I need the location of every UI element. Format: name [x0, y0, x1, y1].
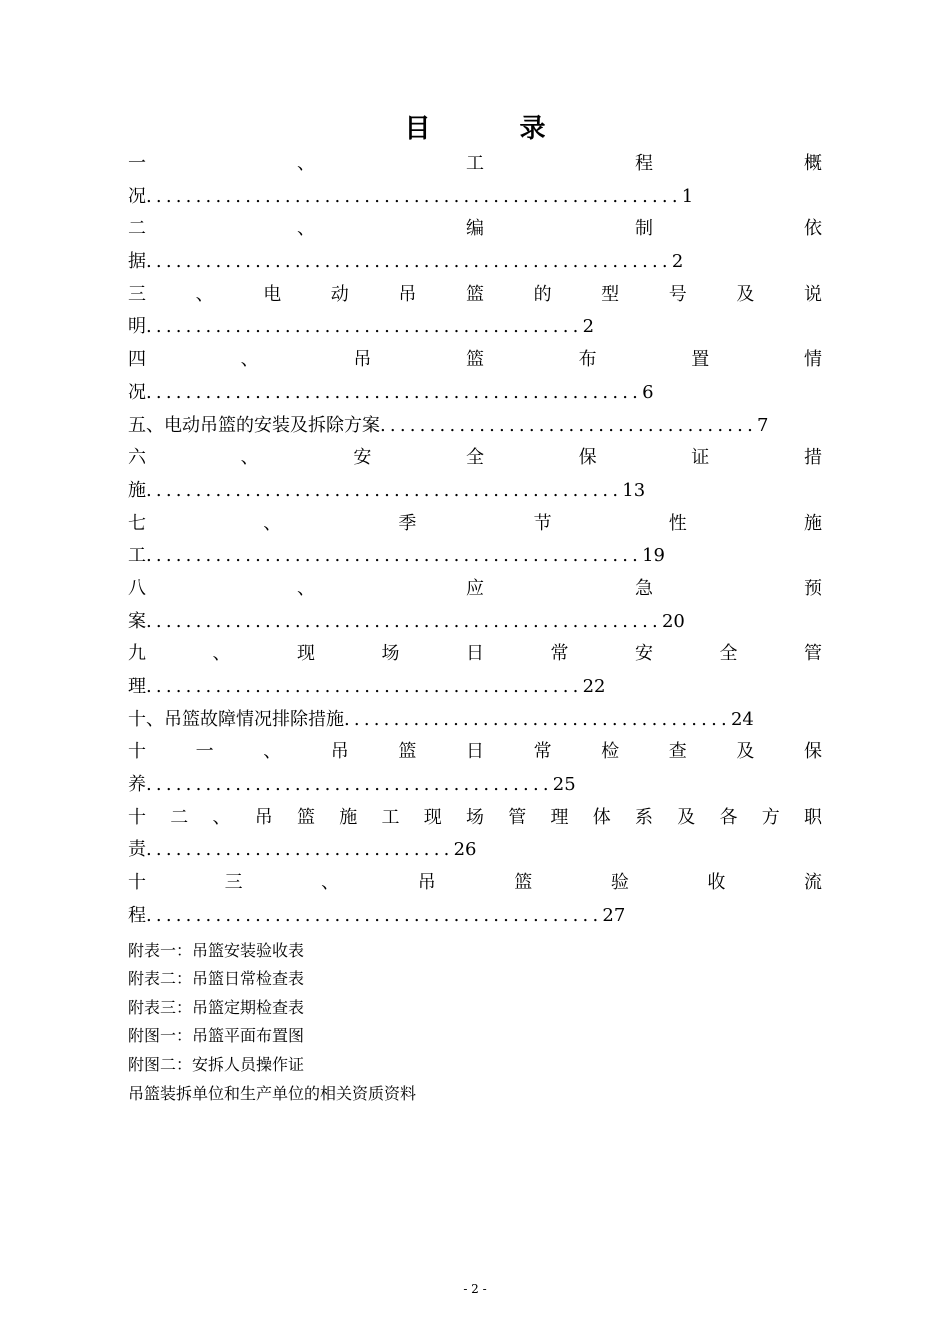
toc-entry-title-line: [128, 344, 822, 377]
toc-entry-label: 十、吊篮故障情况排除措施: [128, 708, 344, 730]
toc-entry-leader-line[interactable]: [128, 246, 822, 279]
toc-entry-char: 安: [353, 447, 372, 469]
toc-entry-char: 十: [128, 741, 146, 763]
toc-entry-tail: 况: [128, 381, 146, 403]
toc-entry-title-line: [128, 148, 822, 181]
toc-leader-dots: ............................................: [146, 676, 583, 697]
toc-leader-dots: .....................................................: [146, 251, 672, 273]
appendix-item: 附表一：吊篮安装验收表: [128, 941, 305, 960]
toc-entry-char: 流: [803, 872, 822, 894]
toc-leader-dots: ..............................................: [146, 904, 603, 926]
toc-entry-tail: 施: [128, 479, 146, 501]
toc-entry-char: 六: [128, 447, 146, 469]
toc-entry-char: 性: [668, 512, 687, 534]
toc-entry-char: 及: [736, 741, 755, 763]
toc-entry-tail: 工: [128, 545, 146, 567]
appendix-item: 附表三：吊篮定期检查表: [128, 998, 305, 1017]
toc-entry-char: 节: [533, 512, 552, 534]
toc-entry-char: 七: [128, 512, 146, 534]
toc-entry-char: 职: [804, 806, 822, 828]
toc-entry-char: 查: [668, 741, 687, 763]
toc-entry-char: 应: [466, 577, 484, 599]
toc-entry-char: 季: [398, 512, 417, 534]
toc-entry-char: 、: [240, 349, 259, 371]
toc-entry-leader-line[interactable]: [128, 311, 822, 344]
page-number: - 2 -: [463, 1282, 487, 1296]
toc-entry-char: 工: [466, 153, 484, 174]
toc-entry-leader-line[interactable]: [128, 475, 822, 508]
toc-leader-dots: ..................................................: [146, 381, 643, 403]
toc-entry-char: 、: [212, 806, 231, 828]
appendix-item: 吊篮装拆单位和生产单位的相关资质资料: [128, 1084, 417, 1103]
toc-entry-leader-line[interactable]: [128, 377, 822, 410]
toc-entry-char: 日: [466, 643, 484, 665]
toc-entry-title-line: [128, 802, 822, 835]
page-title: 目 录: [404, 114, 586, 144]
toc-entry-char: 二: [170, 806, 189, 828]
toc-entry-char: 及: [677, 806, 696, 828]
toc-page-number: 2: [582, 316, 595, 338]
toc-page-number: 22: [582, 676, 606, 697]
toc-entry-char: 九: [128, 643, 146, 665]
toc-page-number: 20: [661, 610, 685, 632]
toc-entry-char: 布: [578, 349, 597, 371]
toc-entry-char: 常: [533, 741, 552, 763]
toc-entry-char: 、: [212, 643, 231, 665]
toc-entry-char: 的: [533, 283, 552, 305]
toc-entry-char: 常: [550, 643, 569, 665]
toc-entry-char: 号: [668, 283, 687, 305]
toc-entry-char: 程: [635, 153, 653, 174]
toc-entry-tail: 案: [128, 610, 146, 632]
toc-entry-char: 二: [128, 218, 146, 240]
toc-entry-tail: 况: [128, 185, 146, 207]
toc-entry-char: 施: [339, 806, 358, 828]
toc-entry-title-line: [128, 213, 822, 246]
toc-entry-char: 保: [803, 741, 822, 763]
toc-entry[interactable]: [128, 704, 822, 737]
toc-entry-char: 场: [466, 806, 484, 828]
toc-entry-char: 急: [635, 577, 653, 599]
toc-entry-tail: 养: [128, 774, 146, 796]
toc-entry-title-line: [128, 508, 822, 541]
toc-entry-leader-line[interactable]: [128, 181, 822, 214]
toc-entry-leader-line[interactable]: [128, 671, 822, 704]
toc-entry-char: 十: [128, 872, 146, 894]
toc-entry-title-line: [128, 279, 822, 312]
toc-entry-char: 三: [224, 872, 243, 894]
toc-entry-char: 检: [601, 741, 620, 763]
toc-entry-char: 概: [804, 153, 822, 174]
toc-entry-char: 管: [508, 806, 527, 828]
toc-entry-char: 电: [263, 283, 282, 305]
toc-entry-char: 日: [465, 741, 484, 763]
toc-page-number: 6: [642, 381, 654, 403]
toc-entry-char: 、: [195, 283, 214, 305]
toc-entry-char: 、: [263, 741, 282, 763]
toc-entry-char: 编: [466, 218, 484, 240]
toc-entry-char: 施: [803, 512, 822, 534]
appendix-item: 附图二：安拆人员操作证: [128, 1055, 305, 1074]
toc-entry-char: 吊: [398, 283, 417, 305]
toc-entry-leader-line[interactable]: [128, 606, 822, 639]
toc-leader-dots: ....................................................: [146, 610, 662, 632]
toc-entry-char: 现: [423, 806, 442, 828]
toc-entry-char: 系: [635, 806, 653, 828]
toc-entry-char: 全: [719, 643, 738, 665]
toc-entry-char: 、: [321, 872, 340, 894]
toc-entry-char: 理: [550, 806, 569, 828]
toc-leader-dots: ......................................................: [146, 185, 682, 207]
toc-entry-title-line: [128, 638, 822, 671]
toc-entry-char: 篮: [514, 872, 533, 894]
toc-entry-title-line: [128, 442, 822, 475]
toc-entry-char: 各: [719, 806, 738, 828]
toc-entry-char: 预: [804, 577, 822, 599]
toc-entry-char: 说: [803, 283, 822, 305]
toc-entry-char: 保: [578, 447, 597, 469]
toc-entry-char: 型: [601, 283, 620, 305]
toc-entry-char: 全: [465, 447, 484, 469]
toc-entry-char: 方: [761, 806, 780, 828]
toc-entry[interactable]: [128, 410, 822, 443]
toc-entry-char: 、: [297, 153, 315, 174]
toc-entry-tail: 明: [128, 316, 146, 338]
toc-entry-char: 四: [128, 349, 146, 371]
toc-entry-char: 吊: [254, 806, 273, 828]
toc-entry-char: 工: [381, 806, 400, 828]
toc-page-number: 7: [757, 414, 769, 436]
toc-entry-char: 动: [330, 283, 349, 305]
toc-entry-char: 篮: [398, 741, 417, 763]
toc-page-number: 1: [681, 185, 694, 207]
toc-page-number: 2: [671, 251, 684, 273]
toc-page-number: 19: [642, 545, 665, 567]
toc-entry-char: 制: [635, 218, 653, 240]
toc-entry-char: 及: [736, 283, 755, 305]
toc-entry-char: 体: [592, 806, 611, 828]
toc-entry-tail: 责: [128, 839, 146, 861]
toc-entry-label: 五、电动吊篮的安装及拆除方案: [128, 414, 380, 436]
toc-page-number: 26: [453, 839, 477, 861]
toc-leader-dots: ......................................: [380, 414, 758, 436]
toc-entry-tail: 据: [128, 251, 146, 273]
appendix-item: 附表二：吊篮日常检查表: [128, 969, 305, 988]
toc-entry-char: 吊: [417, 872, 436, 894]
toc-entry-tail: 程: [128, 904, 146, 926]
toc-leader-dots: .........................................: [146, 774, 553, 796]
toc-entry-char: 管: [804, 643, 822, 665]
toc-entry-char: 情: [803, 349, 822, 371]
toc-leader-dots: ............................................: [146, 316, 583, 338]
toc-leader-dots: ..................................................: [146, 545, 643, 567]
toc-entry-char: 安: [635, 643, 653, 665]
toc-entry-tail: 理: [128, 676, 146, 697]
toc-entry-char: 篮: [465, 349, 484, 371]
toc-entry-char: 十: [128, 806, 146, 828]
toc-entry-char: 八: [128, 577, 146, 599]
toc-entry-leader-line[interactable]: [128, 900, 822, 933]
appendix-item: 附图一：吊篮平面布置图: [128, 1026, 305, 1045]
toc-entry-char: 一: [195, 741, 214, 763]
toc-entry-char: 、: [297, 577, 315, 599]
toc-entry-char: 三: [128, 283, 146, 305]
toc-leader-dots: ................................................: [146, 479, 623, 501]
toc-entry-title-line: [128, 736, 822, 769]
toc-entry-char: 吊: [353, 349, 372, 371]
toc-leader-dots: ...............................: [146, 839, 454, 861]
toc-page-number: 25: [552, 774, 576, 796]
toc-page-number: 24: [730, 708, 754, 730]
toc-entry-char: 、: [263, 512, 282, 534]
table-of-contents: [128, 148, 822, 933]
toc-entry-char: 验: [610, 872, 629, 894]
toc-entry-char: 、: [297, 218, 315, 240]
toc-entry-char: 证: [691, 447, 710, 469]
toc-entry-char: 一: [128, 153, 146, 174]
toc-entry-title-line: [128, 573, 822, 606]
toc-entry-char: 现: [297, 643, 315, 665]
toc-entry-char: 收: [707, 872, 726, 894]
toc-entry-char: 置: [691, 349, 710, 371]
toc-entry-char: 吊: [330, 741, 349, 763]
toc-entry-char: 措: [803, 447, 822, 469]
toc-entry-char: 篮: [297, 806, 315, 828]
toc-entry-char: 依: [804, 218, 822, 240]
toc-entry-char: 场: [381, 643, 400, 665]
toc-entry-title-line: [128, 867, 822, 900]
toc-entry-leader-line[interactable]: [128, 769, 822, 802]
toc-entry-leader-line[interactable]: [128, 834, 822, 867]
toc-page-number: 13: [622, 479, 646, 501]
toc-leader-dots: .......................................: [344, 708, 731, 730]
toc-entry-char: 篮: [465, 283, 484, 305]
toc-page-number: 27: [602, 904, 626, 926]
toc-entry-leader-line[interactable]: [128, 540, 822, 573]
toc-entry-char: 、: [240, 447, 259, 469]
